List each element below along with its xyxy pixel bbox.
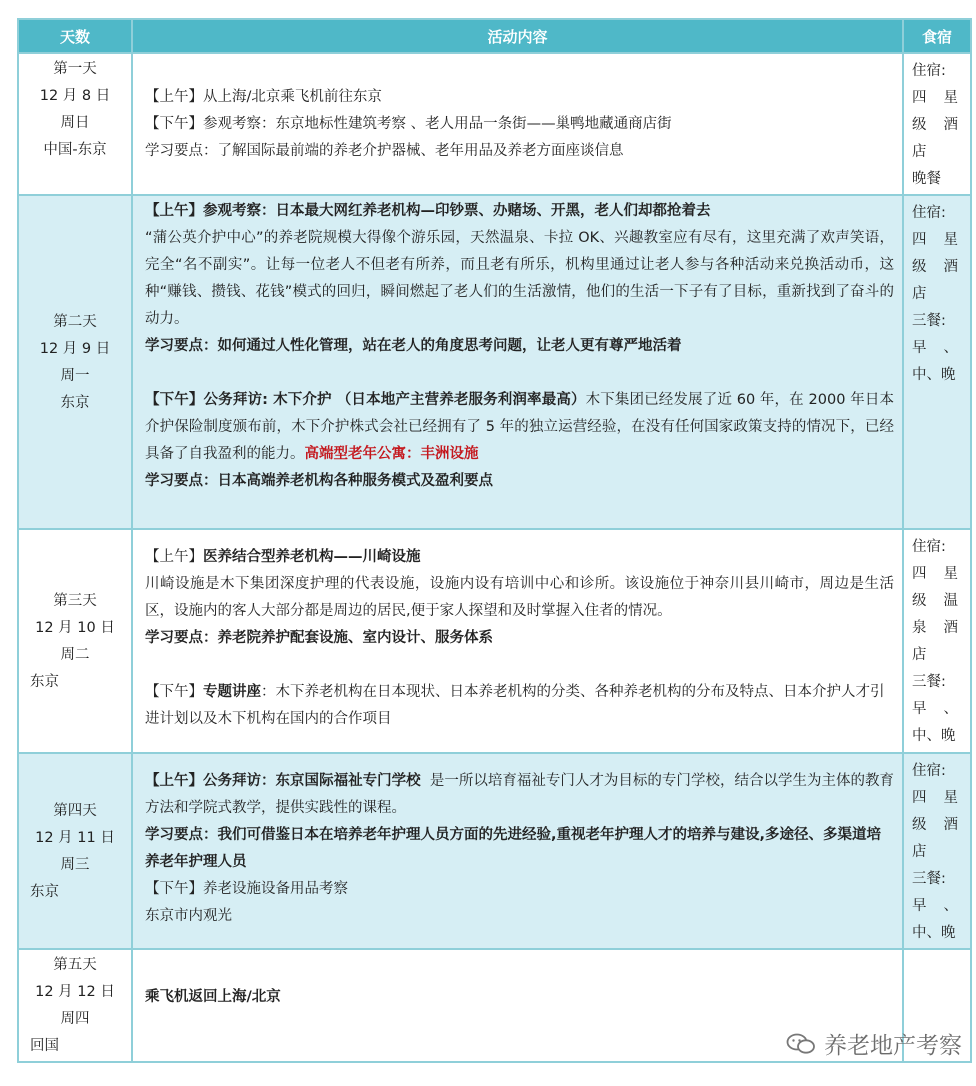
- day-row-4: [18, 753, 971, 949]
- day-cell: 第二天 12 月 9 日 周一 东京: [18, 195, 132, 529]
- day-cell: 第五天 12 月 12 日 周四 回国: [18, 949, 132, 1062]
- header-day: 天数: [18, 19, 132, 53]
- day-row-2: [18, 195, 971, 529]
- watermark: [786, 1027, 962, 1060]
- activity-cell: 乘飞机返回上海/北京: [132, 949, 903, 1062]
- day-cell: 第一天 12 月 8 日 周日 中国-东京: [18, 53, 132, 195]
- activity-cell: 【上午】从上海/北京乘飞机前往东京 【下午】参观考察：东京地标性建筑考察 、老人用品一条街——巢鸭地藏通商店街 学习要点：了解国际最前端的养老介护器械、老年用品及养老方面座谈信息: [132, 53, 903, 195]
- day-row-1: [18, 53, 971, 195]
- food-cell: 住宿: 四 星 级 酒 店 三餐: 早 、 中、晚: [903, 753, 971, 949]
- activity-cell: 【上午】参观考察：日本最大网红养老机构—印钞票、办赌场、开黑，老人们却都抢着去 “蒲公英介护中心”的养老院规模大得像个游乐园，天然温泉、卡拉 OK、兴趣教室应有尽有，这里充满了欢声笑语，完全“名不副实”。让每一位老人不但老有所养，而且老有所乐，机构里通过让老人参与各种活动来兑换活动币，这种“赚钱、攒钱、花钱”模式的回归，瞬间燃起了老人们的生活激情，他们的生活一下子有了目标，重新找到了奋斗的动力。 学习要点：如何通过人性化管理，站在老人的角度思考问题，让老人更有尊严地活着 【下午】公务拜访: 木下介护 （日本地产主营养老服务利润率最高）木下集团已经发展了近 60 年，在 2000 年日本介护保险制度颁布前，木下介护株式会社已经拥有了 5 年的独立运营经验，在没有任何国家政策支持的情况下，已经具备了自我盈利的能力。高端型老年公寓：丰洲设施 学习要点：日本高端养老机构各种服务模式及盈利要点: [132, 195, 903, 529]
- food-cell: 住宿: 四 星 级 温 泉 酒 店 三餐: 早 、 中、晚: [903, 529, 971, 753]
- activity-cell: 【上午】医养结合型养老机构——川崎设施 川崎设施是木下集团深度护理的代表设施，设施内设有培训中心和诊所。该设施位于神奈川县川崎市，周边是生活区，设施内的客人大部分都是周边的居民,便于家人探望和及时掌握入住者的情况。 学习要点：养老院养护配套设施、室内设计、服务体系 【下午】专题讲座：木下养老机构在日本现状、日本养老机构的分类、各种养老机构的分布及特点、日本介护人才引进计划以及木下机构在国内的合作项目: [132, 529, 903, 753]
- wechat-icon: [786, 1033, 816, 1055]
- header-row: [18, 19, 971, 53]
- day-cell: 第四天 12 月 11 日 周三 东京: [18, 753, 132, 949]
- watermark-text: 养老地产考察: [824, 1033, 962, 1059]
- activity-cell: 【上午】公务拜访：东京国际福祉专门学校 是一所以培育福祉专门人才为目标的专门学校，结合以学生为主体的教育方法和学院式教学，提供实践性的课程。 学习要点：我们可借鉴日本在培养老年护理人员方面的先进经验,重视老年护理人才的培养与建设,多途径、多渠道培养老年护理人员 【下午】养老设施设备用品考察 东京市内观光: [132, 753, 903, 949]
- day-row-3: [18, 529, 971, 753]
- itinerary-table: [17, 18, 972, 1063]
- food-cell: 住宿: 四 星 级 酒 店 三餐: 早 、 中、晚: [903, 195, 971, 529]
- header-activity: 活动内容: [132, 19, 903, 53]
- day-cell: 第三天 12 月 10 日 周二 东京: [18, 529, 132, 753]
- header-food: 食宿: [903, 19, 971, 53]
- food-cell: 住宿: 四 星 级 酒 店 晚餐: [903, 53, 971, 195]
